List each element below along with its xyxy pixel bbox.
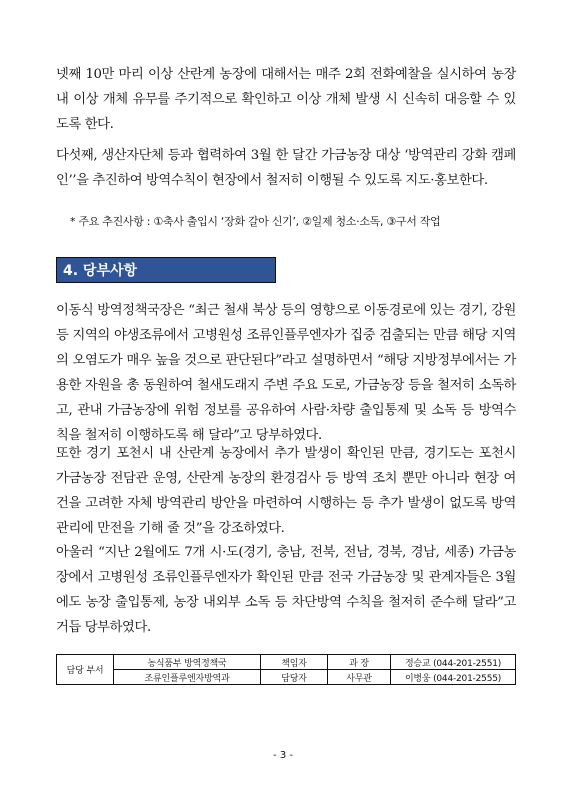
responsible-label: 책임자 [261, 655, 328, 670]
responsible-title: 과 장 [328, 655, 391, 670]
section-title: 4. 당부사항 [63, 263, 138, 279]
section-heading [56, 257, 276, 283]
staff-name: 이병웅 (044-201-2555) [391, 670, 516, 685]
page-number: - 3 - [273, 750, 293, 761]
responsible-name: 정승교 (044-201-2551) [391, 655, 516, 670]
paragraph-nationwide-request: 아울러 “지난 2월에도 7개 시·도(경기, 충남, 전북, 전남, 경북, 경남, 세종) 가금농장에서 고병원성 조류인플루엔자가 확인된 만큼 전국 가금농장 및 관계자들은 3월에도 농장 출입통제, 농장 내외부 소독 등 차단방역 수칙을 철저히 준수해 달라”고 거듭 당부하였다. [56, 545, 516, 635]
dept-line-2: 조류인플루엔자방역과 [114, 670, 261, 685]
dept-label: 담당 부서 [57, 655, 114, 685]
paragraph-director-statement: 이동식 방역정책국장은 “최근 철새 북상 등의 영향으로 이동경로에 있는 경기, 강원 등 지역의 야생조류에서 고병원성 조류인플루엔자가 집중 검출되는 만큼 해당 지역의 오염도가 매우 높을 것으로 판단된다”라고 설명하면서 “해당 지방정부에서는 가용한 자원을 총 동원하여 철새도래지 주변 주요 도로, 가금농장 등을 철저히 소독하고, 관내 가금농장에 위험 정보를 공유하여 사람·차량 출입통제 및 소독 등 방역수칙을 철저히 이행하도록 해 달라”고 당부하였다. [56, 303, 516, 443]
note-key-actions: * 주요 추진사항 : ①축사 출입시 ‘장화 갈아 신기’, ②일제 청소·소독, ③구서 작업 [70, 215, 441, 228]
paragraph-fourth: 넷째 10만 마리 이상 산란계 농장에 대해서는 매주 2회 전화예찰을 실시하여 농장 내 이상 개체 유무를 주기적으로 확인하고 이상 개체 발생 시 신속히 대응할 수 있도록 한다. [56, 67, 516, 132]
contact-row-responsible [57, 655, 516, 670]
contact-row-staff [57, 670, 516, 685]
contact-table [56, 654, 516, 685]
staff-title: 사무관 [328, 670, 391, 685]
dept-line-1: 농식품부 방역정책국 [114, 655, 261, 670]
paragraph-gyeonggi-request: 또한 경기 포천시 내 산란계 농장에서 추가 발생이 확인된 만큼, 경기도는 포천시 가금농장 전담관 운영, 산란계 농장의 환경검사 등 방역 조치 뿐만 아니라 현장 여건을 고려한 자체 방역관리 방안을 마련하여 시행하는 등 추가 발생이 없도록 방역 관리에 만전을 기해 줄 것”을 강조하였다. [56, 446, 516, 536]
paragraph-fifth: 다섯째, 생산자단체 등과 협력하여 3월 한 달간 가금농장 대상 ‘방역관리 강화 캠페인’’을 추진하여 방역수칙이 현장에서 철저히 이행될 수 있도록 지도·홍보한다. [56, 148, 516, 188]
staff-label: 담당자 [261, 670, 328, 685]
